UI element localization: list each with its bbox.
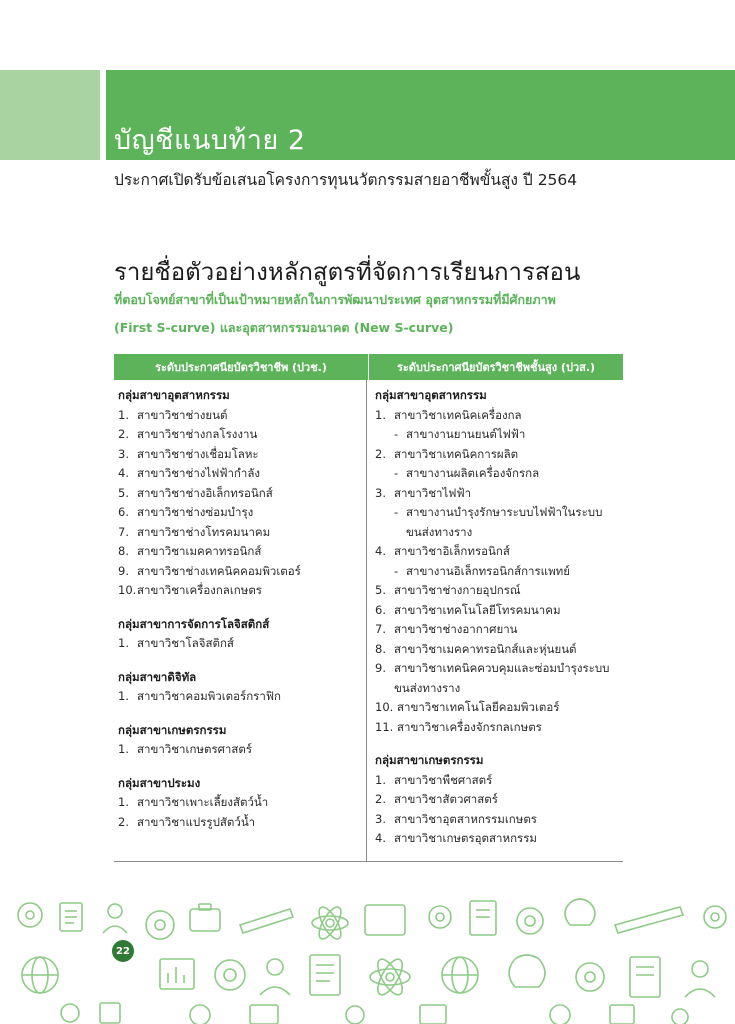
table-header (114, 354, 623, 380)
table-body (114, 380, 623, 862)
item-number: 1. (118, 795, 129, 809)
item-number: 7. (118, 524, 129, 539)
group-fishery (118, 774, 366, 833)
item-number: 9. (375, 661, 386, 675)
item-text: สาขาวิชาช่างอิเล็กทรอนิกส์ (137, 485, 273, 500)
list-item (118, 523, 366, 543)
person-icon (108, 904, 122, 918)
section-subheading (114, 286, 674, 342)
person-icon (692, 961, 708, 977)
list-subitem (375, 464, 623, 484)
list-subitem (375, 562, 623, 582)
gear-icon (576, 963, 604, 991)
list-item (118, 406, 366, 426)
group-industry (375, 386, 623, 737)
annex-title: บัญชีแนบท้าย 2 (114, 125, 306, 156)
list-item (375, 659, 623, 679)
gear-icon (517, 908, 543, 934)
group-title: กลุ่มสาขาอุตสาหกรรม (375, 388, 487, 402)
group-title: กลุ่มสาขาประมง (118, 775, 201, 790)
subheading-line-2: (First S-curve) และอุตสาหกรรมอนาคต (New S-curve) (114, 320, 454, 335)
item-number (375, 679, 394, 699)
list-item (375, 601, 623, 621)
header-pvc: ระดับประกาศนียบัตรวิชาชีพ (ปวช.) (155, 361, 327, 374)
list-item (118, 581, 366, 601)
item-text: สาขาวิชาเทคนิคเครื่องกล (394, 407, 522, 422)
item-number: 2. (375, 792, 386, 806)
item-text: สาขาวิชาช่างโทรคมนาคม (137, 524, 271, 539)
item-text: สาขาวิชาช่างซ่อมบำรุง (137, 505, 254, 519)
list-item (375, 445, 623, 465)
item-text: ขนส่งทางราง (394, 680, 461, 695)
item-number: 5. (118, 485, 129, 500)
list-item (375, 406, 623, 426)
list-item (118, 464, 366, 484)
item-text: สาขาวิชาช่างยนต์ (137, 407, 228, 422)
gear-icon (704, 906, 726, 928)
group-title: กลุ่มสาขาการจัดการโลจิสติกส์ (118, 616, 270, 631)
item-number: 1. (118, 742, 129, 756)
item-number: 10. (375, 700, 394, 714)
list-item (375, 640, 623, 660)
item-number: 9. (118, 563, 129, 578)
list-item (375, 718, 623, 738)
item-text: สาขาวิชาอิเล็กทรอนิกส์ (394, 544, 510, 558)
document-icon (470, 901, 496, 935)
group-logistics (118, 615, 366, 654)
list-item (375, 484, 623, 504)
curriculum-table (114, 354, 623, 862)
item-number: 2. (375, 446, 386, 461)
item-number: 8. (118, 544, 129, 558)
item-number: 1. (375, 772, 386, 787)
item-bullet: - (394, 505, 399, 519)
item-number: 3. (375, 811, 386, 826)
list-item (118, 634, 366, 654)
item-text: สาขาวิชาเทคโนโลยีคอมพิวเตอร์ (397, 700, 560, 714)
list-item (118, 793, 366, 813)
list-item (375, 810, 623, 830)
item-text: สาขาวิชาเครื่องกลเกษตร (137, 583, 262, 597)
gear-icon (18, 903, 42, 927)
item-text: ขนส่งทางราง (406, 524, 473, 539)
group-title: กลุ่มสาขาเกษตรกรรม (375, 753, 484, 767)
item-text: สาขาวิชาพืชศาสตร์ (394, 772, 493, 787)
decorative-icon-pattern (0, 895, 735, 1024)
item-text: สาขาวิชาช่างเชื่อมโลหะ (137, 446, 259, 461)
item-text: สาขาวิชาเทคนิคควบคุมและซ่อมบำรุงระบบ (394, 661, 610, 675)
item-number: 4. (375, 831, 386, 845)
list-item (118, 687, 366, 707)
list-item (118, 740, 366, 760)
list-item (375, 581, 623, 601)
item-text: สาขางานบำรุงรักษาระบบไฟฟ้าในระบบ (406, 505, 603, 519)
list-subitem-continuation (375, 523, 623, 543)
item-number: 1. (118, 689, 129, 703)
item-text: สาขาวิชาแปรรูปสัตว์น้ำ (137, 814, 256, 829)
item-number: 2. (118, 814, 129, 829)
list-item (375, 542, 623, 562)
document-icon (310, 955, 340, 995)
item-bullet: - (394, 563, 399, 578)
lightbulb-icon (509, 955, 545, 987)
lightbulb-icon (565, 899, 595, 925)
item-bullet: - (394, 466, 399, 480)
group-industry (118, 386, 366, 601)
section-heading: รายชื่อตัวอย่างหลักสูตรที่จัดการเรียนการสอน (114, 258, 581, 286)
list-item (118, 445, 366, 465)
list-item (118, 484, 366, 504)
list-item (375, 620, 623, 640)
list-item (118, 425, 366, 445)
header-pvs: ระดับประกาศนียบัตรวิชาชีพชั้นสูง (ปวส.) (368, 354, 623, 380)
item-number: 7. (375, 622, 386, 636)
item-number: 3. (118, 446, 129, 461)
item-number: 1. (375, 407, 386, 422)
item-number: 4. (118, 466, 129, 480)
item-text: สาขาวิชาเทคนิคการผลิต (394, 446, 519, 461)
item-text: สาขาวิชาคอมพิวเตอร์กราฟิก (137, 689, 281, 703)
item-text: สาขาวิชาโลจิสติกส์ (137, 636, 234, 650)
subheading-line-1: ที่ตอบโจทย์สาขาที่เป็นเป้าหมายหลักในการพัฒนาประเทศ อุตสาหกรรมที่มีศักยภาพ (114, 292, 556, 307)
briefcase-icon (190, 909, 220, 931)
group-title: กลุ่มสาขาอุตสาหกรรม (118, 388, 230, 402)
item-text: สาขาวิชาเทคโนโลยีโทรคมนาคม (394, 602, 561, 617)
chart-icon (160, 959, 194, 989)
item-text: สาขาวิชาไฟฟ้า (394, 485, 472, 500)
item-bullet: - (394, 427, 399, 441)
header-accent-block (0, 70, 100, 160)
list-item (375, 790, 623, 810)
list-item (118, 542, 366, 562)
item-text: สาขางานอิเล็กทรอนิกส์การแพทย์ (406, 563, 570, 578)
item-text: สาขาวิชาเกษตรศาสตร์ (137, 742, 253, 756)
item-number: 1. (118, 407, 129, 422)
item-number: 6. (375, 602, 386, 617)
item-text: สาขางานผลิตเครื่องจักรกล (406, 466, 540, 480)
pvs-column (366, 380, 623, 861)
item-number: 11. (375, 719, 394, 734)
item-number: 8. (375, 641, 386, 656)
group-title: กลุ่มสาขาเกษตรกรรม (118, 722, 227, 737)
list-item (118, 503, 366, 523)
list-item (375, 771, 623, 791)
page-number-badge: 22 (112, 940, 134, 962)
pvc-column (114, 380, 366, 861)
telescope-icon (240, 909, 293, 933)
item-text: สาขาวิชาเพาะเลี้ยงสัตว์น้ำ (137, 795, 269, 809)
item-number: 4. (375, 544, 386, 558)
item-text: สาขาวิชาช่างกายอุปกรณ์ (394, 583, 521, 597)
item-bullet (394, 523, 406, 543)
item-text: สาขางานยานยนต์ไฟฟ้า (406, 427, 526, 441)
list-item (375, 698, 623, 718)
gear-icon (429, 906, 451, 928)
item-text: สาขาวิชาช่างอากาศยาน (394, 622, 518, 636)
item-number: 10. (118, 583, 137, 597)
item-text: สาขาวิชาสัตวศาสตร์ (394, 792, 498, 806)
group-agriculture (118, 721, 366, 760)
item-text: สาขาวิชาช่างไฟฟ้ากำลัง (137, 466, 261, 480)
list-subitem (375, 503, 623, 523)
item-number: 3. (375, 485, 386, 500)
item-number: 1. (118, 636, 129, 650)
item-text: สาขาวิชาเกษตรอุตสาหกรรม (394, 831, 537, 845)
item-text: สาขาวิชาช่างกลโรงงาน (137, 427, 258, 441)
item-number: 5. (375, 583, 386, 597)
atom-icon (326, 919, 334, 927)
list-item (118, 813, 366, 833)
announcement-subtitle: ประกาศเปิดรับข้อเสนอโครงการทุนนวัตกรรมสายอาชีพขั้นสูง ปี 2564 (114, 171, 578, 189)
telescope-icon (615, 907, 683, 933)
item-text: สาขาวิชาเครื่องจักรกลเกษตร (397, 719, 542, 734)
atom-icon (386, 973, 394, 981)
group-digital (118, 668, 366, 707)
item-number: 2. (118, 427, 129, 441)
list-subitem (375, 425, 623, 445)
item-number: 6. (118, 505, 129, 519)
person-icon (267, 959, 283, 975)
gear-icon (215, 960, 245, 990)
group-agriculture (375, 751, 623, 849)
list-item (118, 562, 366, 582)
item-text: สาขาวิชาอุตสาหกรรมเกษตร (394, 811, 537, 826)
list-item-continuation (375, 679, 623, 699)
list-item (375, 829, 623, 849)
item-text: สาขาวิชาช่างเทคนิคคอมพิวเตอร์ (137, 563, 301, 578)
group-title: กลุ่มสาขาดิจิทัล (118, 669, 197, 684)
gear-icon (146, 911, 174, 939)
item-text: สาขาวิชาเมคคาทรอนิกส์และหุ่นยนต์ (394, 641, 577, 656)
document-icon (630, 957, 660, 997)
briefcase-icon (365, 905, 405, 935)
item-text: สาขาวิชาเมคคาทรอนิกส์ (137, 544, 262, 558)
